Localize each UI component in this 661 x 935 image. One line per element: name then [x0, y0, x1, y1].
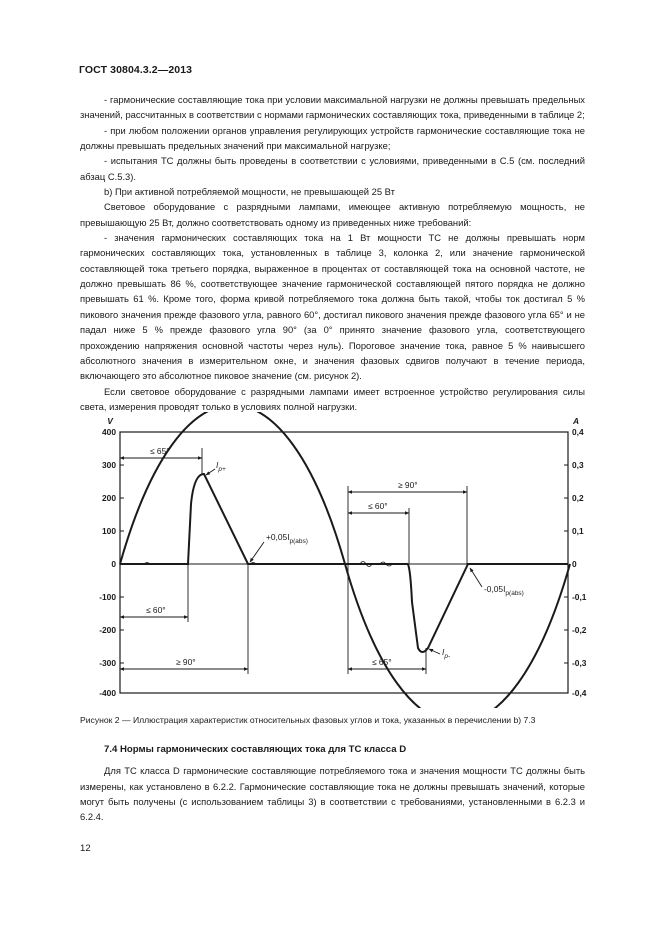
label-ip-minus: $I_{p-}$ [442, 647, 451, 660]
label-ip-plus: $I_{p+}$ [216, 460, 226, 473]
right-tick-label: -0,1 [572, 592, 587, 602]
right-tick-label: -0,3 [572, 658, 587, 668]
left-tick-label: 0 [111, 559, 116, 569]
figure-caption: Рисунок 2 — Иллюстрация характеристик относительных фазовых углов и тока, указанных в перечислении b) 7.3 [80, 715, 536, 725]
figure-2 [80, 412, 600, 708]
left-tick-label: -300 [99, 658, 116, 668]
right-tick-label: -0,4 [572, 688, 587, 698]
annotation-le65-top: ≤ 65° [150, 446, 170, 456]
annotation-le60-left: ≤ 60° [146, 605, 166, 615]
right-axis-unit: A [572, 416, 580, 426]
section-7-4 [80, 742, 585, 825]
paragraph: - значения гармонических составляющих тока на 1 Вт мощности ТС не должны превышать норм гармонических составляющих тока, установленных в таблице 3, колонка 2, или значение гармонической составляющей тока третьего порядка, выраженное в процентах от составляющей тока на основной частоте, не должно превышать 86 %, соответствующее значение гармонической составляющей пятого порядка не должно превышать 61 %. Кроме того, форма кривой потребляемого тока должна быть такой, чтобы ток достигал 5 % пикового значения прежде фазового угла, равного 60°, достигал пикового значения прежде фазового угла 65° и не падал ниже 5 % прежде фазового угла 90° (за 0° принято значение фазового угла, соответствующего прохождению напряжения основной частоты через нуль). Пороговое значение тока, равное 5 % наивысшего абсолютного значения в измерительном окне, и значения фазовых сдвигов получают в течение периода, включающего это абсолютное пиковое значение (см. рисунок 2). [80, 232, 585, 382]
left-tick-label: 400 [102, 427, 116, 437]
right-tick-label: -0,2 [572, 625, 587, 635]
section-text: Для ТС класса D гармонические составляющие потребляемого тока и значения мощности ТС должны быть измерены, как установлено в 6.2.2. Гармонические составляющие тока не должны превышать значений, которые могут быть получены (с использованием таблицы 3) в соответствии с требованиями, установленными в 6.2.3 и 6.2.4. [80, 765, 585, 823]
label-threshold-minus: $-0,05I_{p(abs)}$ [484, 584, 524, 597]
left-axis-unit: V [107, 416, 113, 426]
annotation-le65-bottom: ≤ 65° [372, 657, 392, 667]
paragraph: - при любом положении органов управления регулирующих устройств гармонические составляющие тока не должны превышать предельных значений при максимальной нагрузке; [80, 124, 585, 152]
annotation-ge90-left: ≥ 90° [176, 657, 196, 667]
section-heading: 7.4 Нормы гармонических составляющих тока для ТС класса D [104, 744, 407, 755]
page-number: 12 [80, 843, 91, 854]
right-tick-label: 0,3 [572, 460, 584, 470]
left-tick-label: -400 [99, 688, 116, 698]
document-header: ГОСТ 30804.3.2—2013 [79, 64, 193, 76]
left-tick-label: 200 [102, 493, 116, 503]
current-curve [120, 474, 568, 652]
paragraph: - испытания ТС должны быть проведены в соответствии с условиями, приведенными в С.5 (см. последний абзац С.5.3). [80, 155, 585, 182]
annotation-le60-right: ≤ 60° [368, 501, 388, 511]
paragraph: Если световое оборудование с разрядными лампами имеет встроенное устройство регулирования силы света, измерения проводят только в условиях полной нагрузки. [80, 385, 585, 412]
paragraph: - гармонические составляющие тока при условии максимальной нагрузки не должны превышать предельных значений, рассчитанных в соответствии с нормами гармонических составляющих тока, приведенными в таблице 2; [80, 94, 585, 121]
right-tick-label: 0,1 [572, 526, 584, 536]
right-tick-label: 0,2 [572, 493, 584, 503]
right-tick-label: 0,4 [572, 427, 584, 437]
figure-diagram [80, 412, 600, 708]
guide-lines [188, 448, 467, 674]
left-tick-label: -100 [99, 592, 116, 602]
left-tick-label: 300 [102, 460, 116, 470]
left-tick-label: 100 [102, 526, 116, 536]
label-threshold-plus: $+0,05I_{p(abs)}$ [266, 532, 308, 545]
annotation-ge90-right: ≥ 90° [398, 480, 418, 490]
paragraph: Световое оборудование с разрядными лампами, имеющее активную потребляемую мощность, не превышающую 25 Вт, должно соответствовать одному из приведенных ниже требований: [80, 201, 585, 228]
paragraph: b) При активной потребляемой мощности, не превышающей 25 Вт [104, 186, 395, 198]
body-text [80, 92, 585, 414]
right-tick-label: 0 [572, 559, 577, 569]
left-tick-label: -200 [99, 625, 116, 635]
